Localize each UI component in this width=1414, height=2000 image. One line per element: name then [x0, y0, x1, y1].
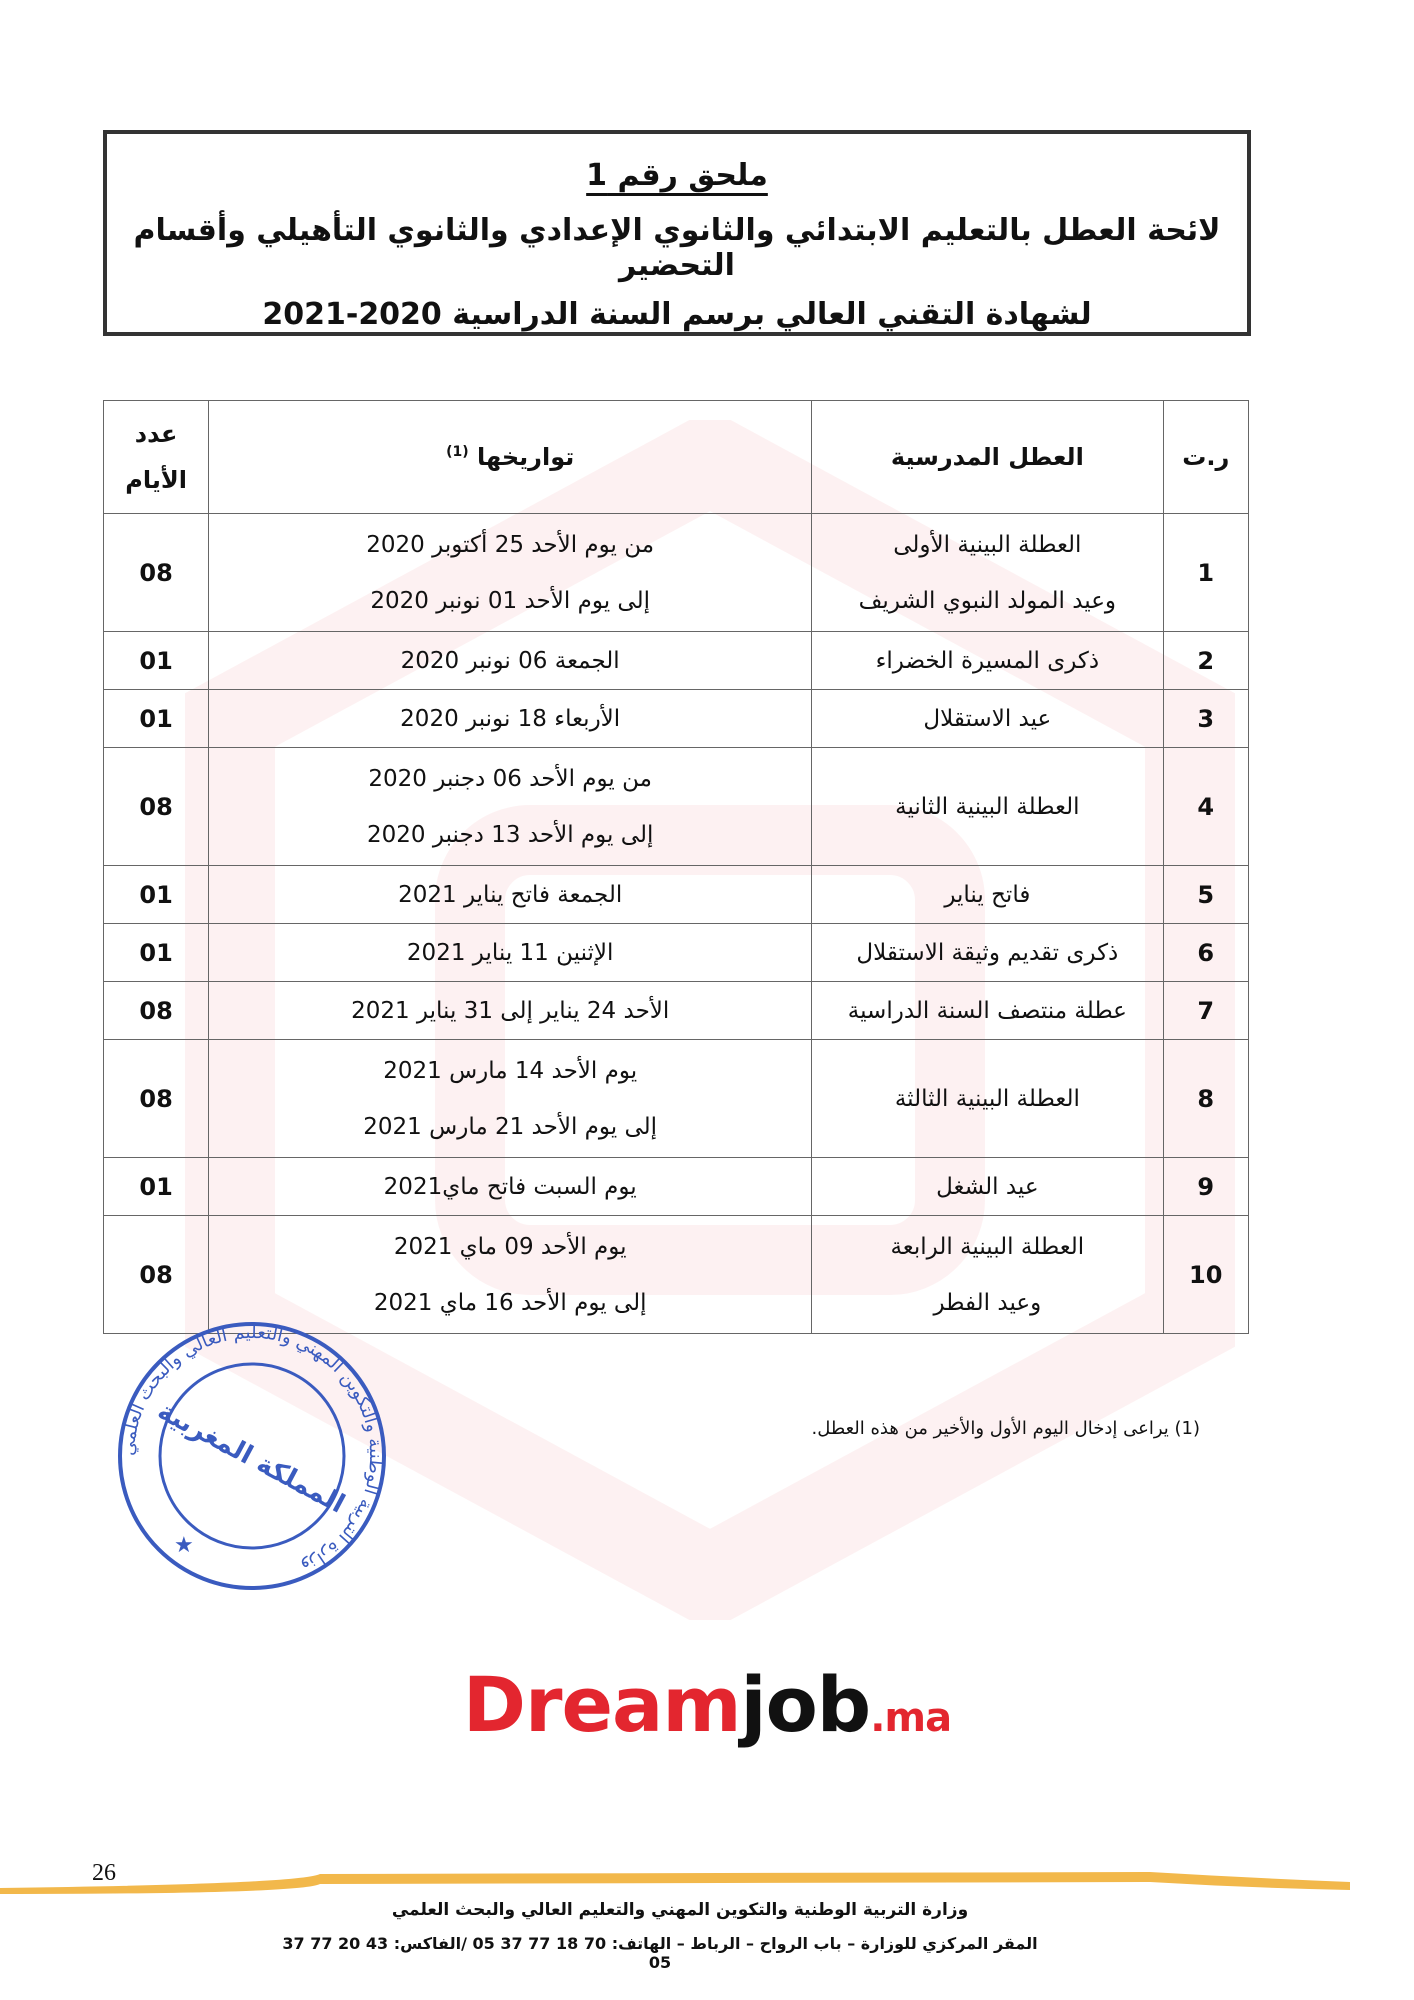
header-num: ر.ت — [1163, 401, 1249, 514]
official-stamp — [112, 1316, 392, 1596]
date-line: إلى يوم الأحد 21 مارس 2021 — [363, 1113, 658, 1140]
date-line: الجمعة 06 نونبر 2020 — [400, 647, 620, 674]
date-line: إلى يوم الأحد 16 ماي 2021 — [373, 1289, 647, 1316]
row-days: 01 — [104, 866, 209, 924]
row-holiday — [812, 514, 1163, 632]
logo-job: job — [740, 1660, 871, 1749]
table-row — [104, 1158, 1249, 1216]
row-dates — [209, 514, 812, 632]
logo-ma: .ma — [870, 1695, 952, 1741]
row-dates — [209, 748, 812, 866]
row-dates — [209, 1040, 812, 1158]
table-row — [104, 1040, 1249, 1158]
row-holiday — [812, 982, 1163, 1040]
footnote: (1) يراعى إدخال اليوم الأول والأخير من هذه العطل. — [811, 1418, 1200, 1439]
table-row — [104, 632, 1249, 690]
table-row — [104, 982, 1249, 1040]
row-days: 08 — [104, 982, 209, 1040]
row-dates — [209, 982, 812, 1040]
holiday-line: العطلة البينية الثالثة — [894, 1085, 1080, 1112]
row-number: 3 — [1163, 690, 1249, 748]
holiday-line: وعيد الفطر — [933, 1289, 1042, 1316]
holiday-line: فاتح يناير — [944, 881, 1031, 908]
row-holiday — [812, 1040, 1163, 1158]
row-number: 2 — [1163, 632, 1249, 690]
date-line: يوم الأحد 14 مارس 2021 — [383, 1057, 638, 1084]
page-number: 26 — [92, 1860, 116, 1886]
footer-band — [0, 1868, 1414, 1898]
footer-address: المقر المركزي للوزارة – باب الرواح – الرباط – الهاتف: 70 18 77 37 05 /الفاكس: 43 20 77 37 05 — [282, 1934, 1038, 1972]
title-box — [103, 130, 1251, 336]
row-days: 08 — [104, 748, 209, 866]
row-number: 6 — [1163, 924, 1249, 982]
row-holiday — [812, 1216, 1163, 1334]
holiday-line: العطلة البينية الثانية — [895, 793, 1080, 820]
table-header-row — [104, 401, 1249, 514]
table-body — [104, 514, 1249, 1334]
table-row — [104, 748, 1249, 866]
annex-title: ملحق رقم 1 — [586, 158, 768, 193]
row-holiday — [812, 748, 1163, 866]
date-line: يوم الأحد 09 ماي 2021 — [393, 1233, 627, 1260]
holiday-line: ذكرى المسيرة الخضراء — [875, 647, 1100, 674]
row-dates — [209, 924, 812, 982]
holidays-table — [103, 400, 1249, 1334]
table-row — [104, 514, 1249, 632]
row-days: 01 — [104, 690, 209, 748]
row-days: 08 — [104, 1216, 209, 1334]
holiday-line: ذكرى تقديم وثيقة الاستقلال — [856, 939, 1119, 966]
header-days-line1: عدد — [134, 420, 178, 448]
title-line-1: لائحة العطل بالتعليم الابتدائي والثانوي الإعدادي والثانوي التأهيلي وأقسام التحضير — [133, 213, 1221, 283]
row-holiday — [812, 632, 1163, 690]
date-line: من يوم الأحد 06 دجنبر 2020 — [368, 765, 652, 792]
row-number: 8 — [1163, 1040, 1249, 1158]
title-line-2: لشهادة التقني العالي برسم السنة الدراسية 2020-2021 — [262, 297, 1092, 332]
row-days: 01 — [104, 1158, 209, 1216]
row-number: 9 — [1163, 1158, 1249, 1216]
header-dates — [209, 401, 812, 514]
holiday-line: وعيد المولد النبوي الشريف — [858, 587, 1117, 614]
header-days-line2: الأيام — [125, 466, 187, 494]
footer-ministry: وزارة التربية الوطنية والتكوين المهني والتعليم العالي والبحث العلمي — [391, 1900, 969, 1920]
row-days: 01 — [104, 924, 209, 982]
header-dates-note: (1) — [446, 444, 469, 460]
date-line: الجمعة فاتح يناير 2021 — [398, 881, 623, 908]
row-number: 10 — [1163, 1216, 1249, 1334]
row-dates — [209, 690, 812, 748]
header-holiday: العطل المدرسية — [812, 401, 1163, 514]
stamp-inner-text: المملكة المغربية — [152, 1395, 350, 1520]
date-line: الأحد 24 يناير إلى 31 يناير 2021 — [351, 997, 670, 1024]
row-dates — [209, 632, 812, 690]
row-number: 5 — [1163, 866, 1249, 924]
table-row — [104, 924, 1249, 982]
date-line: يوم السبت فاتح ماي2021 — [383, 1173, 637, 1200]
row-holiday — [812, 866, 1163, 924]
row-days: 08 — [104, 1040, 209, 1158]
row-days: 08 — [104, 514, 209, 632]
header-dates-label: تواريخها — [477, 443, 575, 471]
table-row — [104, 866, 1249, 924]
row-number: 7 — [1163, 982, 1249, 1040]
dreamjob-logo — [0, 1660, 1414, 1749]
date-line: الأربعاء 18 نونبر 2020 — [400, 705, 621, 732]
holiday-line: العطلة البينية الرابعة — [890, 1233, 1085, 1260]
holiday-line: عيد الاستقلال — [923, 705, 1052, 732]
date-line: من يوم الأحد 25 أكتوبر 2020 — [366, 531, 655, 558]
holiday-line: العطلة البينية الأولى — [893, 531, 1082, 558]
date-line: إلى يوم الأحد 13 دجنبر 2020 — [367, 821, 654, 848]
stamp-star-icon: ★ — [174, 1533, 194, 1558]
row-number: 4 — [1163, 748, 1249, 866]
row-days: 01 — [104, 632, 209, 690]
holiday-line: عطلة منتصف السنة الدراسية — [847, 997, 1127, 1024]
row-holiday — [812, 690, 1163, 748]
row-number: 1 — [1163, 514, 1249, 632]
row-holiday — [812, 1158, 1163, 1216]
row-dates — [209, 866, 812, 924]
date-line: إلى يوم الأحد 01 نونبر 2020 — [370, 587, 650, 614]
holiday-line: عيد الشغل — [936, 1173, 1039, 1200]
stamp-ring-text: وزارة التربية الوطنية والتكوين المهني والتعليم العالي والبحث العلمي — [117, 1321, 387, 1578]
table-row — [104, 690, 1249, 748]
logo-dream: Dream — [462, 1660, 741, 1749]
row-dates — [209, 1158, 812, 1216]
date-line: الإثنين 11 يناير 2021 — [406, 939, 614, 966]
row-holiday — [812, 924, 1163, 982]
header-days — [104, 401, 209, 514]
